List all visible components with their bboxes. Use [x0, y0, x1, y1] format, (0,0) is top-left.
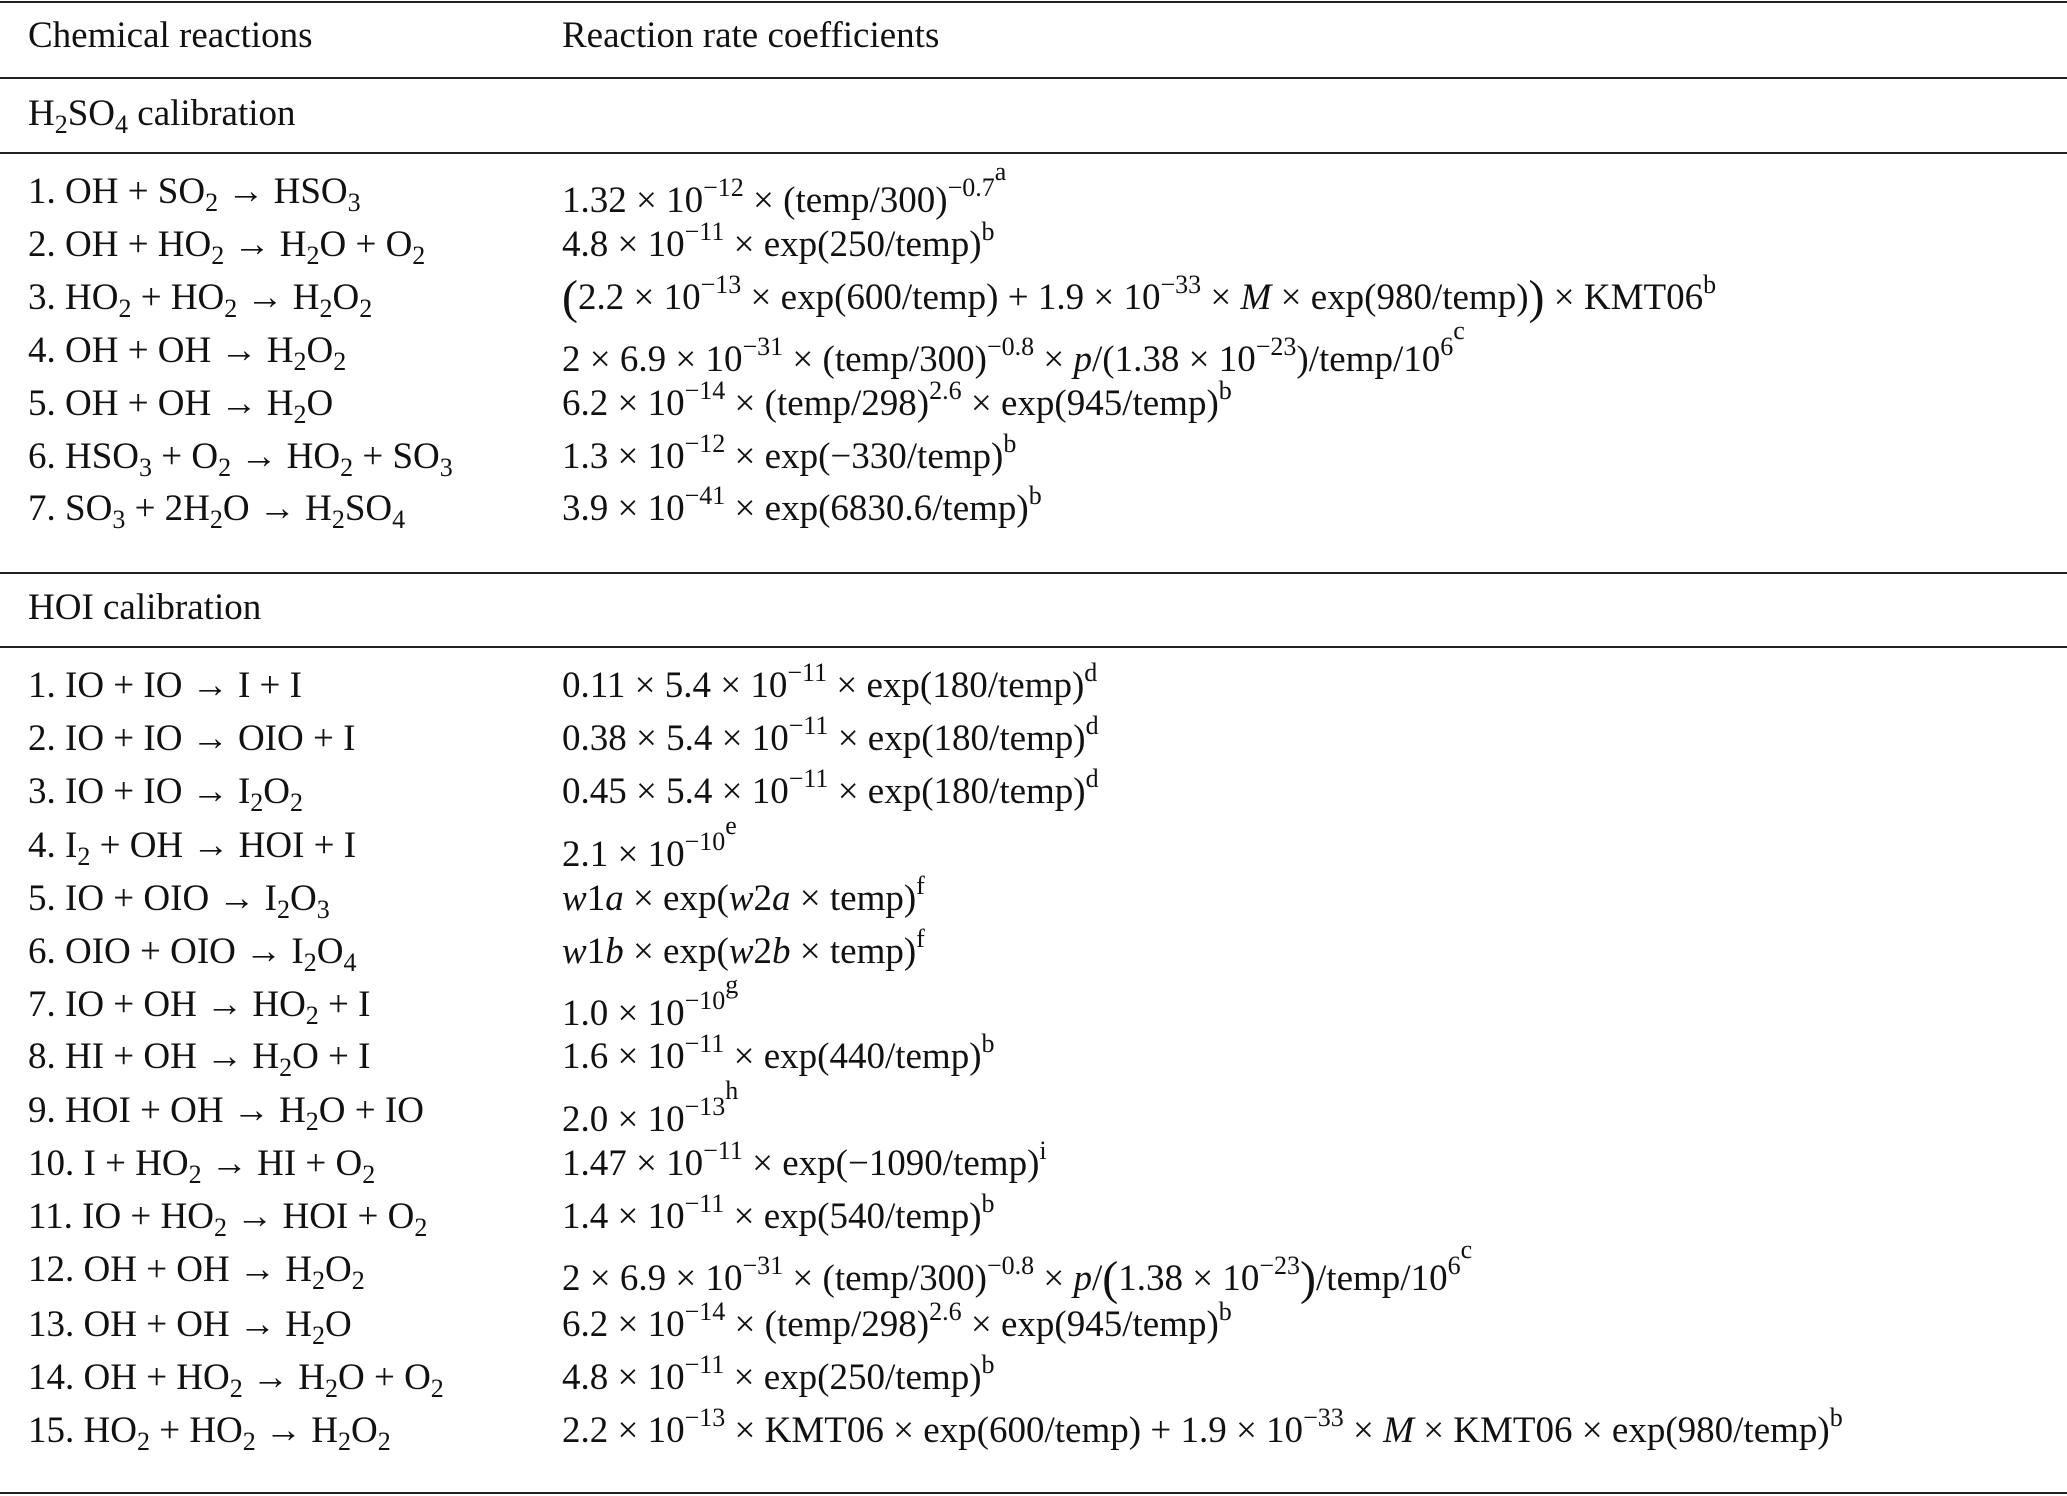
- rate-coefficient-cell: $2.2 \times 10^{-13} \times KMT06$ × exp(600/temp) + $1.9 \times 10^{-33} \times M \times KMT06$ × exp(980/temp)$^b$: [562, 1403, 1843, 1451]
- reaction-cell: 1. OH + $SO_2 \to HSO_3$: [28, 171, 361, 217]
- reaction-cell: 6. $HSO_3 + O_2 \to HO_2 + SO_3$: [28, 436, 453, 482]
- reaction-cell: 14. OH + $HO_2 \to H_2O + O_2$: [28, 1357, 444, 1403]
- rate-coefficient-cell: $4.8 \times 10^{-11}$ × exp(250/temp)$^b$: [562, 217, 995, 265]
- section-separator-rule: [0, 572, 2067, 574]
- rate-coefficient-cell: $6.2 \times 10^{-14}$ × (temp/298)$^{2.6}$ × exp(945/temp)$^b$: [562, 376, 1232, 424]
- table-bottom-rule: [0, 1492, 2067, 1494]
- rate-coefficient-cell: ($2.2 \times 10^{-13}$ × exp(600/temp) + $1.9 \times 10^{-33} \times M$ × exp(980/temp)) × $KMT06^b$: [562, 270, 1717, 324]
- rate-coefficient-cell: $2.1 \times 10^{-10^e}$: [562, 811, 737, 875]
- rate-coefficient-cell: $1.6 \times 10^{-11}$ × exp(440/temp)$^b$: [562, 1029, 995, 1077]
- rate-coefficient-cell: $1.32 \times 10^{-12}$ × (temp/300)$^{-0.7^a}$: [562, 157, 1007, 221]
- reaction-cell: 5. OH + OH → $H_2O$: [28, 383, 334, 429]
- rate-coefficient-cell: $1.0 \times 10^{-10^g}$: [562, 970, 739, 1034]
- reaction-cell: 2. OH + $HO_2 \to H_2O + O_2$: [28, 224, 426, 270]
- reaction-cell: 15. $HO_2 + HO_2 \to H_2O_2$: [28, 1410, 391, 1456]
- rate-coefficient-cell: $0.11 \times 5.4 \times 10^{-11}$ × exp(180/temp)$^d$: [562, 658, 1098, 706]
- reaction-cell: 6. OIO + OIO → $I_2O_4$: [28, 931, 357, 977]
- reaction-cell: 3. $HO_2 + HO_2 \to H_2O_2$: [28, 277, 373, 323]
- reaction-cell: 12. OH + OH → $H_2O_2$: [28, 1249, 365, 1295]
- rate-coefficient-cell: $0.38 \times 5.4 \times 10^{-11}$ × exp(180/temp)$^d$: [562, 711, 1099, 759]
- reaction-cell: 9. HOI + OH → $H_2O$ + IO: [28, 1090, 424, 1136]
- rate-coefficient-cell: $2.0 \times 10^{-13^h}$: [562, 1076, 739, 1140]
- reaction-cell: 8. HI + OH → $H_2O + I$: [28, 1036, 371, 1082]
- reaction-cell: 4. OH + OH → $H_2O_2$: [28, 330, 347, 376]
- reaction-cell: 5. IO + OIO → $I_2O_3$: [28, 878, 330, 924]
- reaction-cell: 2. IO + IO → OIO + I: [28, 718, 356, 759]
- rate-coefficient-cell: $1.4 \times 10^{-11}$ × exp(540/temp)$^b$: [562, 1189, 995, 1237]
- reaction-cell: 13. OH + OH → $H_2O$: [28, 1304, 352, 1350]
- rate-coefficient-cell: $1.3 \times 10^{-12}$ × exp(−330/temp)$^b$: [562, 429, 1017, 477]
- table-top-rule: [0, 1, 2067, 3]
- reaction-cell: 10. $I + HO_2$ → HI + $O_2$: [28, 1143, 376, 1189]
- header-rule: [0, 77, 2067, 79]
- column-header-chemical-reactions: Chemical reactions: [28, 15, 313, 56]
- reaction-cell: 7. IO + OH → $HO_2 + I$: [28, 984, 371, 1030]
- section-title-rule: [0, 152, 2067, 154]
- reaction-cell: 7. $SO_3 + 2H_2O \to H_2SO_4$: [28, 488, 406, 534]
- reaction-cell: 4. $I_2$ + OH → HOI + I: [28, 825, 357, 871]
- rate-coefficient-cell: $0.45 \times 5.4 \times 10^{-11}$ × exp(180/temp)$^d$: [562, 764, 1099, 812]
- rate-coefficient-cell: $2 \times 6.9 \times 10^{-31}$ × (temp/300)$^{-0.8}$ × $p/(1.38 \times 10^{-23})/temp/10^{6^c}$: [562, 1235, 1473, 1305]
- rate-coefficient-cell: $1.47 \times 10^{-11}$ × exp(−1090/temp)$^i$: [562, 1136, 1047, 1184]
- reaction-cell: 1. IO + IO → I + I: [28, 665, 302, 706]
- rate-coefficient-cell: $4.8 \times 10^{-11}$ × exp(250/temp)$^b$: [562, 1350, 995, 1398]
- section-title: HOI calibration: [28, 587, 262, 628]
- rate-coefficient-cell: $6.2 \times 10^{-14}$ × (temp/298)$^{2.6}$ × exp(945/temp)$^b$: [562, 1297, 1232, 1345]
- section-title: $H_2SO_4$ calibration: [28, 93, 296, 139]
- rate-coefficient-cell: w1b × exp(w2b × temp)$^f$: [562, 924, 925, 972]
- rate-coefficient-cell: w1a × exp(w2a × temp)$^f$: [562, 871, 925, 919]
- section-title-rule: [0, 646, 2067, 648]
- reaction-cell: 3. IO + IO → $I_2O_2$: [28, 771, 304, 817]
- reaction-cell: 11. IO + $HO_2$ → HOI + $O_2$: [28, 1196, 428, 1242]
- column-header-reaction-rate-coefficients: Reaction rate coefficients: [562, 15, 940, 56]
- rate-coefficient-cell: $3.9 \times 10^{-41}$ × exp(6830.6/temp)$^b$: [562, 481, 1042, 529]
- rate-coefficient-cell: $2 \times 6.9 \times 10^{-31}$ × (temp/300)$^{-0.8}$ × $p/(1.38 \times 10^{-23})/temp/10^{6^c}$: [562, 316, 1465, 380]
